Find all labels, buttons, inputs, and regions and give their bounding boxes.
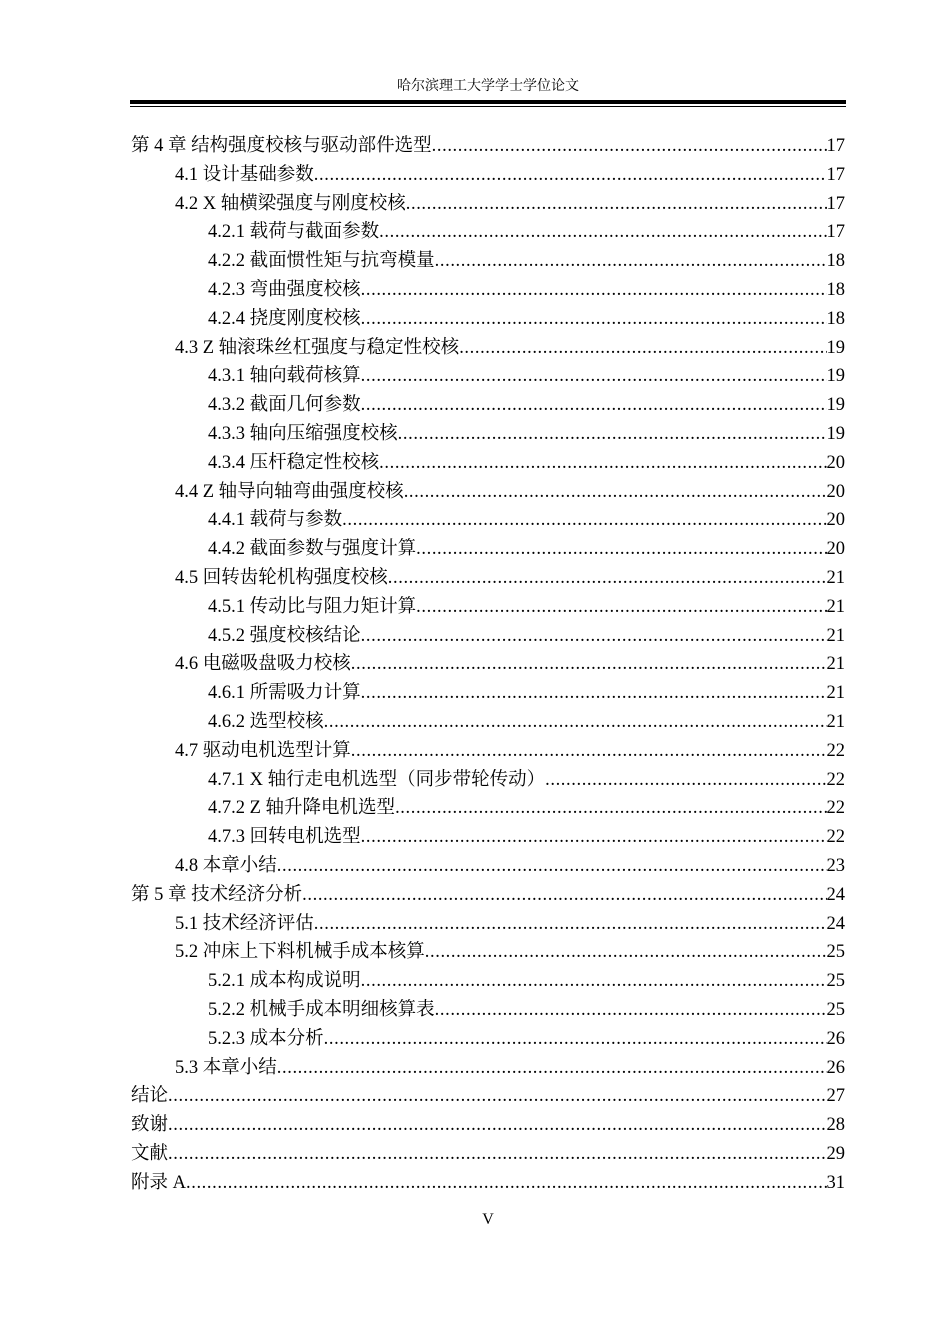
toc-entry[interactable] (131, 1140, 845, 1169)
dot-leader (361, 276, 827, 305)
toc-entry-title: 4.6 电磁吸盘吸力校核 (175, 654, 351, 675)
toc-entry-page: 22 (826, 798, 845, 819)
toc-entry-page: 17 (826, 164, 845, 185)
toc-entry-title: 4.2.3 弯曲强度校核 (208, 279, 361, 300)
toc-entry-page: 26 (826, 1057, 845, 1078)
page-header: 哈尔滨理工大学学士学位论文 (397, 79, 579, 94)
toc-entry[interactable] (131, 938, 845, 967)
toc-entry-page: 19 (826, 395, 845, 416)
toc-entry-title: 第 4 章 结构强度校核与驱动部件选型 (131, 136, 432, 156)
dot-leader (432, 132, 827, 161)
toc-entry-title: 5.2.2 机械手成本明细核算表 (208, 999, 435, 1020)
toc-entry[interactable] (131, 910, 845, 939)
toc-entry-title: 4.3 Z 轴滚珠丝杠强度与稳定性校核 (175, 337, 460, 358)
toc-entry-page: 21 (826, 567, 845, 588)
toc-entry[interactable] (131, 679, 845, 708)
toc-entry[interactable] (131, 449, 845, 478)
dot-leader (361, 622, 827, 651)
toc-entry-title: 5.1 技术经济评估 (175, 913, 314, 934)
dot-leader (395, 794, 826, 823)
toc-entry-title: 4.4.1 载荷与参数 (208, 510, 343, 531)
toc-entry[interactable] (131, 967, 845, 996)
toc-entry-page: 20 (826, 481, 845, 502)
toc-entry[interactable] (131, 737, 845, 766)
dot-leader (361, 391, 827, 420)
toc-entry[interactable] (131, 823, 845, 852)
dot-leader (361, 305, 827, 334)
toc-entry[interactable] (131, 593, 845, 622)
table-of-contents (131, 132, 845, 1197)
toc-entry-title: 4.5.1 传动比与阻力矩计算 (208, 596, 417, 617)
toc-entry-page: 21 (826, 625, 845, 646)
toc-entry-title: 4.8 本章小结 (175, 855, 277, 876)
toc-entry-page: 25 (826, 942, 845, 963)
header-rule-thin (130, 106, 846, 107)
toc-entry[interactable] (131, 794, 845, 823)
dot-leader (342, 506, 826, 535)
header-rule-thick (130, 100, 846, 104)
toc-entry-title: 4.7.2 Z 轴升降电机选型 (208, 798, 396, 819)
toc-entry-title: 5.2.3 成本分析 (208, 1028, 324, 1049)
toc-entry[interactable] (131, 161, 845, 190)
dot-leader (351, 737, 827, 766)
dot-leader (361, 967, 827, 996)
dot-leader (416, 535, 826, 564)
toc-entry-page: 24 (826, 884, 845, 905)
dot-leader (324, 1025, 827, 1054)
dot-leader (361, 362, 827, 391)
toc-entry-title: 5.2 冲床上下料机械手成本核算 (175, 942, 425, 963)
dot-leader (168, 1082, 826, 1111)
toc-entry-title: 5.3 本章小结 (175, 1057, 277, 1078)
toc-entry-page: 22 (826, 827, 845, 848)
toc-entry-title: 4.6.1 所需吸力计算 (208, 683, 361, 704)
toc-entry-page: 26 (826, 1028, 845, 1049)
toc-entry[interactable] (131, 305, 845, 334)
toc-entry[interactable] (131, 420, 845, 449)
toc-entry[interactable] (131, 708, 845, 737)
dot-leader (435, 996, 827, 1025)
toc-entry-title: 4.3.3 轴向压缩强度校核 (208, 423, 398, 444)
dot-leader (545, 766, 826, 795)
toc-entry-page: 24 (826, 913, 845, 934)
toc-entry[interactable] (131, 190, 845, 219)
toc-entry-page: 20 (826, 452, 845, 473)
toc-entry[interactable] (131, 276, 845, 305)
toc-entry[interactable] (131, 622, 845, 651)
toc-entry[interactable] (131, 506, 845, 535)
toc-entry-page: 25 (826, 971, 845, 992)
toc-entry-title: 结论 (131, 1086, 169, 1107)
toc-entry[interactable] (131, 362, 845, 391)
toc-entry-page: 18 (826, 251, 845, 272)
toc-entry-title: 致谢 (131, 1115, 169, 1136)
toc-entry-title: 4.2.4 挠度刚度校核 (208, 308, 361, 329)
dot-leader (324, 708, 827, 737)
toc-entry-page: 18 (826, 308, 845, 329)
toc-entry[interactable] (131, 1082, 845, 1111)
toc-entry-title: 4.5.2 强度校核结论 (208, 625, 361, 646)
dot-leader (277, 852, 827, 881)
toc-entry-page: 23 (826, 855, 845, 876)
toc-entry[interactable] (131, 1169, 845, 1198)
toc-entry[interactable] (131, 996, 845, 1025)
toc-entry-title: 第 5 章 技术经济分析 (131, 884, 303, 905)
toc-entry-page: 21 (826, 654, 845, 675)
toc-entry-page: 17 (826, 136, 845, 156)
toc-entry[interactable] (131, 564, 845, 593)
dot-leader (361, 679, 827, 708)
dot-leader (416, 593, 826, 622)
toc-entry-title: 4.2.1 载荷与截面参数 (208, 222, 380, 243)
dot-leader (398, 420, 827, 449)
toc-entry-title: 4.3.1 轴向载荷核算 (208, 366, 361, 387)
toc-entry-page: 22 (826, 740, 845, 761)
dot-leader (388, 564, 827, 593)
toc-entry-title: 4.7.1 X 轴行走电机选型（同步带轮传动） (208, 769, 546, 790)
toc-entry-page: 17 (826, 222, 845, 243)
dot-leader (404, 478, 827, 507)
toc-entry[interactable] (131, 247, 845, 276)
dot-leader (314, 161, 827, 190)
toc-entry-page: 25 (826, 999, 845, 1020)
dot-leader (361, 823, 827, 852)
dot-leader (314, 910, 827, 939)
toc-entry-title: 附录 A (131, 1172, 186, 1193)
toc-entry-page: 19 (826, 423, 845, 444)
toc-entry-title: 4.2.2 截面惯性矩与抗弯模量 (208, 251, 435, 272)
toc-entry[interactable] (131, 218, 845, 247)
dot-leader (351, 650, 827, 679)
toc-entry[interactable] (131, 852, 845, 881)
toc-entry-title: 4.7.3 回转电机选型 (208, 827, 361, 848)
toc-entry-page: 22 (826, 769, 845, 790)
toc-entry[interactable] (131, 334, 845, 363)
dot-leader (379, 218, 826, 247)
toc-entry-page: 29 (826, 1143, 845, 1164)
toc-entry[interactable] (131, 1111, 845, 1140)
toc-entry-title: 4.5 回转齿轮机构强度校核 (175, 567, 388, 588)
toc-entry[interactable] (131, 1025, 845, 1054)
toc-entry-page: 31 (826, 1172, 845, 1193)
toc-entry-title: 4.6.2 选型校核 (208, 711, 324, 732)
toc-entry[interactable] (131, 478, 845, 507)
toc-entry[interactable] (131, 132, 845, 161)
toc-entry-title: 4.7 驱动电机选型计算 (175, 740, 351, 761)
toc-entry-page: 20 (826, 539, 845, 560)
toc-entry-page: 19 (826, 337, 845, 358)
dot-leader (186, 1169, 827, 1198)
dot-leader (406, 190, 827, 219)
toc-entry-page: 27 (826, 1086, 845, 1107)
toc-entry[interactable] (131, 881, 845, 910)
dot-leader (168, 1140, 826, 1169)
toc-entry-title: 5.2.1 成本构成说明 (208, 971, 361, 992)
toc-entry-title: 文献 (131, 1143, 169, 1164)
dot-leader (302, 881, 826, 910)
dot-leader (435, 247, 827, 276)
dot-leader (379, 449, 826, 478)
toc-entry-title: 4.1 设计基础参数 (175, 164, 314, 185)
toc-entry[interactable] (131, 1054, 845, 1083)
toc-entry-title: 4.4 Z 轴导向轴弯曲强度校核 (175, 481, 404, 502)
dot-leader (459, 334, 826, 363)
toc-entry[interactable] (131, 766, 845, 795)
toc-entry-page: 18 (826, 279, 845, 300)
toc-entry-title: 4.4.2 截面参数与强度计算 (208, 539, 417, 560)
toc-entry-page: 28 (826, 1115, 845, 1136)
toc-entry-title: 4.2 X 轴横梁强度与刚度校核 (175, 193, 406, 214)
toc-entry-page: 17 (826, 193, 845, 214)
toc-entry[interactable] (131, 650, 845, 679)
dot-leader (277, 1054, 827, 1083)
toc-entry-page: 21 (826, 596, 845, 617)
toc-entry-title: 4.3.4 压杆稳定性校核 (208, 452, 380, 473)
toc-entry[interactable] (131, 535, 845, 564)
toc-entry-page: 20 (826, 510, 845, 531)
toc-entry-page: 21 (826, 683, 845, 704)
page-number: V (482, 1211, 494, 1228)
toc-entry-page: 21 (826, 711, 845, 732)
dot-leader (168, 1111, 826, 1140)
toc-entry[interactable] (131, 391, 845, 420)
toc-entry-page: 19 (826, 366, 845, 387)
dot-leader (425, 938, 827, 967)
toc-entry-title: 4.3.2 截面几何参数 (208, 395, 361, 416)
